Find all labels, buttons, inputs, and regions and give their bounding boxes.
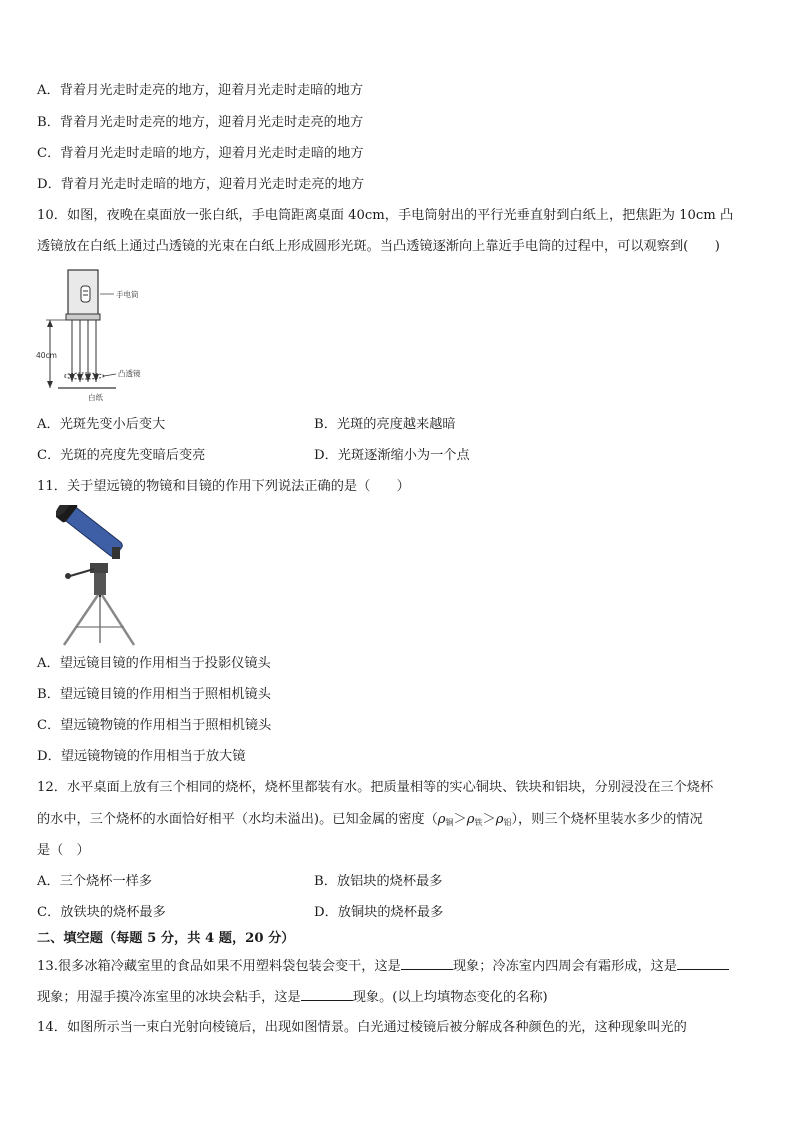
q13-blank-3[interactable]: [301, 988, 353, 1001]
rho-copper: ρ: [437, 812, 446, 827]
rho-aluminum: ρ: [495, 812, 504, 827]
q10-stem-line2: 透镜放在白纸上通过凸透镜的光束在白纸上形成圆形光斑。当凸透镜逐渐向上靠近手电筒的过程中，可以观察到( ): [37, 239, 720, 254]
aluminum-subscript: 铝: [503, 818, 512, 827]
q13-part3: 现象；用湿手摸冷冻室里的冰块会粘手，这是: [37, 990, 301, 1005]
q12-option-a: A．三个烧杯一样多: [37, 874, 153, 889]
q11-stem: 11．关于望远镜的物镜和目镜的作用下列说法正确的是（ ）: [37, 479, 410, 494]
q11-option-a: A．望远镜目镜的作用相当于投影仪镜头: [37, 656, 271, 671]
q10-option-d: D．光斑逐渐缩小为一个点: [314, 448, 470, 463]
q12-stem-line3: 是（ ）: [37, 843, 90, 858]
flashlight-label: 手电筒: [116, 290, 139, 299]
copper-subscript: 铜: [445, 818, 454, 827]
q10-option-b: B．光斑的亮度越来越暗: [314, 417, 456, 432]
q12-stem-line2-a: 的水中，三个烧杯的水面恰好相平（水均未溢出)。已知金属的密度（: [37, 812, 438, 827]
q10-stem-line1: 10．如图，夜晚在桌面放一张白纸，手电筒距离桌面 40cm，手电筒射出的平行光垂直射到白纸上，把焦距为 10cm 凸: [37, 208, 734, 223]
q12-option-c: C．放铁块的烧杯最多: [37, 905, 166, 920]
q13-part1: 13.很多冰箱冷藏室里的食品如果不用塑料袋包装会变干，这是: [37, 959, 401, 974]
gt-sign-1: ＞: [453, 812, 467, 827]
q13-blank-1[interactable]: [401, 957, 453, 970]
q10-option-a: A．光斑先变小后变大: [37, 417, 166, 432]
q9-option-d: D．背着月光走时走暗的地方，迎着月光走时走亮的地方: [37, 177, 365, 192]
q12-option-d: D．放铜块的烧杯最多: [314, 905, 444, 920]
q9-option-c: C．背着月光走时走暗的地方，迎着月光走时走暗的地方: [37, 146, 364, 161]
q13-part2: 现象；冷冻室内四周会有霜形成，这是: [452, 959, 678, 974]
q13-blank-2[interactable]: [677, 957, 729, 970]
paper-label: 白纸: [88, 393, 103, 402]
distance-label: 40cm: [36, 351, 57, 360]
q13-part4: 现象。(以上均填物态变化的名称): [352, 990, 548, 1005]
flashlight-lens-figure: [36, 264, 156, 404]
telescope-figure: [56, 505, 140, 650]
gt-sign-2: ＞: [482, 812, 496, 827]
q11-option-d: D．望远镜物镜的作用相当于放大镜: [37, 749, 246, 764]
q14-stem: 14．如图所示当一束白光射向棱镜后，出现如图情景。白光通过棱镜后被分解成各种颜色的光，这种现象叫光的: [37, 1020, 687, 1035]
q13-line1: [37, 957, 729, 976]
iron-subscript: 铁: [474, 818, 483, 827]
q9-option-a: A．背着月光走时走亮的地方，迎着月光走时走暗的地方: [37, 83, 364, 98]
rho-iron: ρ: [466, 812, 475, 827]
lens-label: 凸透镜: [118, 369, 141, 378]
q12-option-b: B．放铝块的烧杯最多: [314, 874, 443, 889]
q13-line2: [37, 988, 548, 1007]
q9-option-b: B．背着月光走时走亮的地方，迎着月光走时走亮的地方: [37, 115, 364, 130]
q12-stem-line2: [37, 811, 703, 832]
q11-option-b: B．望远镜目镜的作用相当于照相机镜头: [37, 687, 271, 702]
q11-option-c: C．望远镜物镜的作用相当于照相机镜头: [37, 718, 272, 733]
q12-stem-line2-b: ），则三个烧杯里装水多少的情况: [511, 812, 703, 827]
q12-stem-line1: 12．水平桌面上放有三个相同的烧杯，烧杯里都装有水。把质量相等的实心铜块、铁块和铝块，分别浸没在三个烧杯: [37, 780, 714, 795]
section-heading: 二、填空题（每题 5 分，共 4 题，20 分）: [37, 931, 295, 946]
q10-option-c: C．光斑的亮度先变暗后变亮: [37, 448, 206, 463]
